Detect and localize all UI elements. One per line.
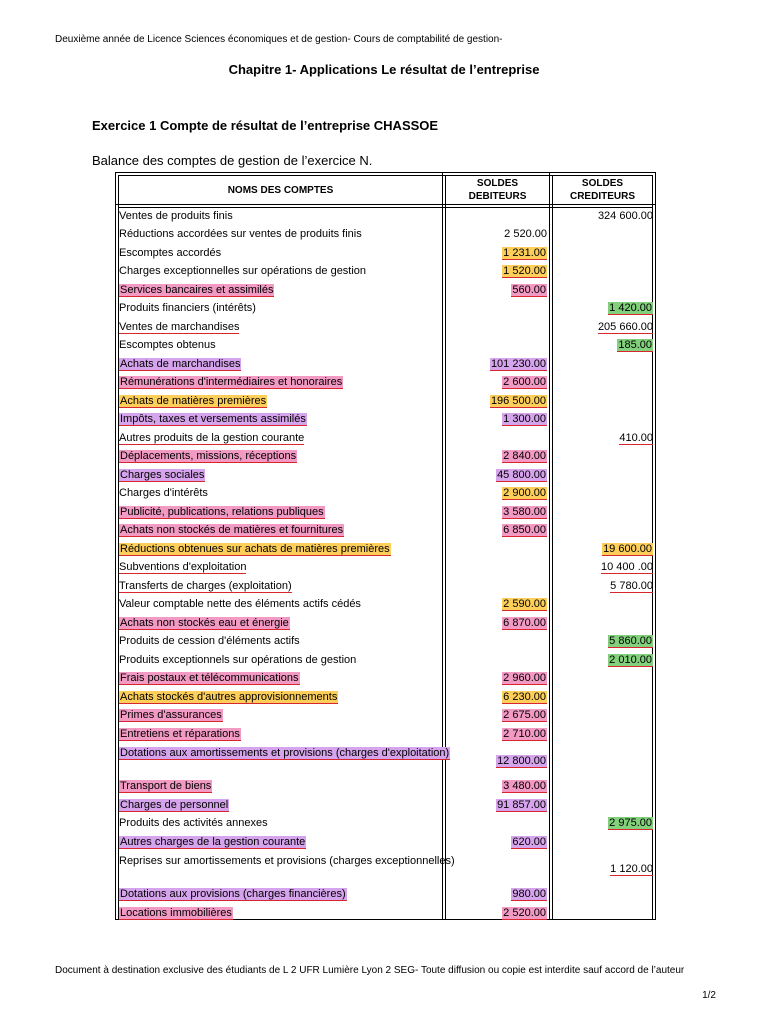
debit-balance [511, 835, 547, 850]
table-row [115, 355, 656, 374]
debit-value: 12 800.00 [497, 754, 546, 767]
account-name-text: Primes d'assurances [120, 709, 222, 721]
table-row [115, 670, 656, 689]
table-row [115, 503, 656, 522]
account-name [119, 209, 469, 224]
account-name-text: Escomptes obtenus [119, 339, 216, 351]
debit-value: 2 900.00 [503, 487, 546, 499]
table-row [115, 614, 656, 633]
account-name [119, 835, 469, 850]
account-name [119, 634, 469, 649]
credit-balance [608, 301, 653, 316]
table-row [115, 815, 656, 834]
account-name-text: Charges d'intérêts [119, 487, 208, 499]
account-name-text: Transferts de charges (exploitation) [119, 579, 292, 592]
table-row [115, 448, 656, 467]
account-name-text: Impôts, taxes et versements assimilés [120, 413, 306, 425]
credit-balance [610, 862, 653, 877]
chapter-title: Chapitre 1- Applications Le résultat de l’entreprise [228, 62, 540, 77]
debit-value: 2 960.00 [503, 672, 546, 684]
account-name [119, 338, 469, 353]
debit-balance [502, 597, 547, 612]
table-row [115, 281, 656, 300]
account-name [119, 486, 469, 501]
table-row [115, 300, 656, 319]
account-name [119, 301, 469, 316]
credit-balance [602, 542, 653, 557]
account-name [119, 671, 469, 686]
account-name-text: Services bancaires et assimilés [120, 283, 274, 296]
table-row [115, 429, 656, 448]
header-account-names: NOMS DES COMPTES [227, 184, 334, 196]
account-name [119, 246, 469, 261]
debit-value: 6 230.00 [503, 690, 546, 703]
account-name-text: Produits des activités annexes [119, 817, 268, 829]
debit-value: 3 580.00 [503, 505, 546, 518]
account-name-text: Achats non stockés de matières et fournitures [120, 524, 344, 536]
credit-balance [608, 634, 653, 649]
account-name [119, 357, 469, 372]
debit-value: 2 520.00 [504, 228, 547, 240]
debit-balance [502, 690, 547, 705]
table-row [115, 207, 656, 226]
account-name-text: Transport de biens [120, 780, 212, 792]
debit-value: 560.00 [512, 283, 546, 296]
table-row [115, 374, 656, 393]
table-row [115, 411, 656, 430]
debit-balance [502, 375, 547, 390]
account-name-text: Rémunérations d'intermédiaires et honoraires [120, 376, 343, 388]
debit-value: 196 500.00 [490, 394, 546, 407]
page-header: Deuxième année de Licence Sciences économiques et de gestion- Cours de comptabilité de gestion- [55, 34, 503, 45]
debit-value: 2 840.00 [503, 450, 546, 462]
table-row [115, 596, 656, 615]
account-name-text: Autres produits de la gestion courante [119, 431, 305, 444]
account-name [119, 798, 469, 813]
account-name-text: Escomptes accordés [119, 246, 222, 259]
account-name-text: Locations immobilières [120, 906, 232, 919]
debit-balance [502, 412, 547, 427]
account-name-text: Autres charges de la gestion courante [120, 835, 306, 848]
account-name [119, 653, 469, 668]
accounts-table [115, 172, 656, 920]
debit-value: 2 675.00 [503, 709, 546, 721]
account-name [119, 431, 469, 446]
credit-value: 185.00 [618, 339, 652, 351]
account-name [119, 597, 469, 612]
debit-value: 91 857.00 [497, 798, 546, 811]
credit-balance [608, 653, 653, 668]
debit-balance [502, 486, 547, 501]
account-name-text: Réductions obtenues sur achats de matières premières [120, 542, 390, 555]
account-name-text: Ventes de marchandises [119, 320, 240, 333]
table-row [115, 318, 656, 337]
account-name-text: Charges de personnel [120, 798, 229, 811]
account-name [119, 746, 469, 761]
credit-balance [598, 209, 653, 224]
table-row [115, 707, 656, 726]
account-name [119, 375, 469, 390]
account-name-text: Achats de marchandises [120, 357, 241, 370]
account-name-text: Produits de cession d'éléments actifs [119, 635, 300, 647]
table-row [115, 744, 656, 778]
account-name-text: Publicité, publications, relations publiques [120, 505, 324, 518]
table-row [115, 651, 656, 670]
table-row [115, 466, 656, 485]
account-name-text: Valeur comptable nette des éléments actifs cédés [119, 598, 361, 610]
debit-balance [496, 798, 547, 813]
debit-balance [511, 887, 547, 902]
table-row [115, 886, 656, 905]
debit-balance [502, 264, 547, 279]
account-name [119, 320, 469, 335]
account-name [119, 616, 469, 631]
debit-balance [502, 779, 547, 794]
debit-value: 620.00 [512, 835, 546, 848]
table-row [115, 337, 656, 356]
account-name [119, 690, 469, 705]
table-row [115, 796, 656, 815]
credit-value: 5 780.00 [610, 579, 653, 592]
account-name-text: Dotations aux provisions (charges financières) [120, 888, 346, 900]
account-name-text: Produits financiers (intérêts) [119, 302, 256, 314]
debit-balance [502, 727, 547, 742]
credit-value: 1 420.00 [609, 302, 652, 314]
balance-title: Balance des comptes de gestion de l’exercice N. [92, 153, 373, 168]
header-debit-balances: SOLDES DEBITEURS [468, 178, 527, 202]
debit-balance [490, 357, 547, 372]
debit-value: 1 300.00 [503, 413, 546, 425]
debit-value: 1 231.00 [503, 246, 546, 259]
account-name-text: Charges sociales [120, 468, 205, 481]
account-name-text: Réductions accordées sur ventes de produits finis [119, 228, 362, 240]
table-row [115, 559, 656, 578]
table-row [115, 392, 656, 411]
debit-balance [490, 394, 547, 409]
table-row [115, 833, 656, 852]
account-name [119, 542, 469, 557]
debit-balance [502, 671, 547, 686]
debit-value: 101 230.00 [490, 357, 546, 370]
credit-value: 324 600.00 [597, 209, 653, 222]
exercise-title: Exercice 1 Compte de résultat de l’entreprise CHASSOE [92, 118, 439, 133]
account-name [119, 708, 469, 723]
table-row [115, 778, 656, 797]
debit-balance [502, 449, 547, 464]
account-name-text: Subventions d'exploitation [119, 561, 247, 573]
table-row [115, 485, 656, 504]
account-name-text: Entretiens et réparations [120, 727, 240, 740]
credit-value: 2 010.00 [609, 653, 652, 666]
account-name-text: Déplacements, missions, réceptions [120, 450, 297, 462]
table-row [115, 633, 656, 652]
account-name [119, 579, 469, 594]
page-footer: Document à destination exclusive des étudiants de L 2 UFR Lumière Lyon 2 SEG- Toute diffusion ou copie est interdite sauf accord de l’auteur [55, 965, 685, 976]
page-number: 1/2 [702, 990, 716, 1001]
table-row [115, 725, 656, 744]
debit-value: 45 800.00 [497, 468, 546, 481]
account-name [119, 816, 469, 831]
account-name [119, 887, 469, 902]
debit-balance [502, 246, 547, 261]
debit-value: 1 520.00 [503, 265, 546, 277]
debit-value: 6 850.00 [503, 524, 546, 536]
account-name [119, 779, 469, 794]
header-credit-balances: SOLDES CREDITEURS [569, 178, 635, 202]
table-row [115, 522, 656, 541]
credit-value: 205 660.00 [597, 320, 653, 333]
debit-balance [496, 468, 547, 483]
debit-value: 2 590.00 [503, 598, 546, 610]
account-name-text: Produits exceptionnels sur opérations de gestion [119, 653, 357, 666]
debit-balance [502, 616, 547, 631]
debit-balance [502, 505, 547, 520]
account-name [119, 560, 469, 575]
account-name [119, 264, 469, 279]
debit-value: 2 710.00 [503, 727, 546, 740]
table-row [115, 226, 656, 245]
account-name-text: Achats stockés d'autres approvisionnements [120, 690, 338, 703]
account-name [119, 412, 469, 427]
credit-value: 5 860.00 [609, 635, 652, 647]
account-name [119, 906, 469, 921]
debit-value: 3 480.00 [503, 780, 546, 792]
credit-value: 2 975.00 [609, 817, 652, 829]
account-name [119, 523, 469, 538]
debit-balance [511, 283, 547, 298]
credit-balance [601, 560, 653, 575]
credit-value: 10 400 .00 [601, 561, 653, 573]
table-row [115, 904, 656, 923]
account-name [119, 227, 469, 242]
account-name-text: Achats de matières premières [120, 394, 267, 407]
debit-value: 980.00 [512, 888, 546, 900]
debit-balance [502, 708, 547, 723]
table-row [115, 263, 656, 282]
credit-balance [608, 816, 653, 831]
account-name-text: Charges exceptionnelles sur opérations de gestion [119, 265, 367, 277]
debit-balance [502, 906, 547, 921]
table-row [115, 688, 656, 707]
debit-balance [496, 754, 547, 769]
credit-value: 19 600.00 [603, 542, 652, 555]
account-name-text: Frais postaux et télécommunications [120, 672, 299, 684]
debit-value: 6 870.00 [503, 616, 546, 629]
credit-balance [619, 431, 653, 446]
account-name [119, 283, 469, 298]
table-row [115, 577, 656, 596]
debit-balance [504, 227, 547, 242]
table-row [115, 244, 656, 263]
account-name [119, 394, 469, 409]
credit-value: 410.00 [619, 431, 653, 444]
account-name-text: Achats non stockés eau et énergie [120, 616, 289, 629]
account-name-text: Reprises sur amortissements et provisions (charges exceptionnelles) [119, 854, 455, 867]
credit-balance [617, 338, 653, 353]
table-row [115, 540, 656, 559]
debit-balance [502, 523, 547, 538]
credit-value: 1 120.00 [610, 862, 653, 875]
account-name [119, 727, 469, 742]
credit-balance [610, 579, 653, 594]
account-name [119, 854, 469, 869]
debit-value: 2 600.00 [503, 376, 546, 388]
account-name [119, 449, 469, 464]
account-name [119, 468, 469, 483]
account-name [119, 505, 469, 520]
credit-balance [598, 320, 653, 335]
debit-value: 2 520.00 [503, 906, 546, 919]
account-name-text: Dotations aux amortissements et provisions (charges d'exploitation) [120, 746, 450, 759]
table-row [115, 852, 656, 886]
account-name-text: Ventes de produits finis [119, 209, 233, 222]
